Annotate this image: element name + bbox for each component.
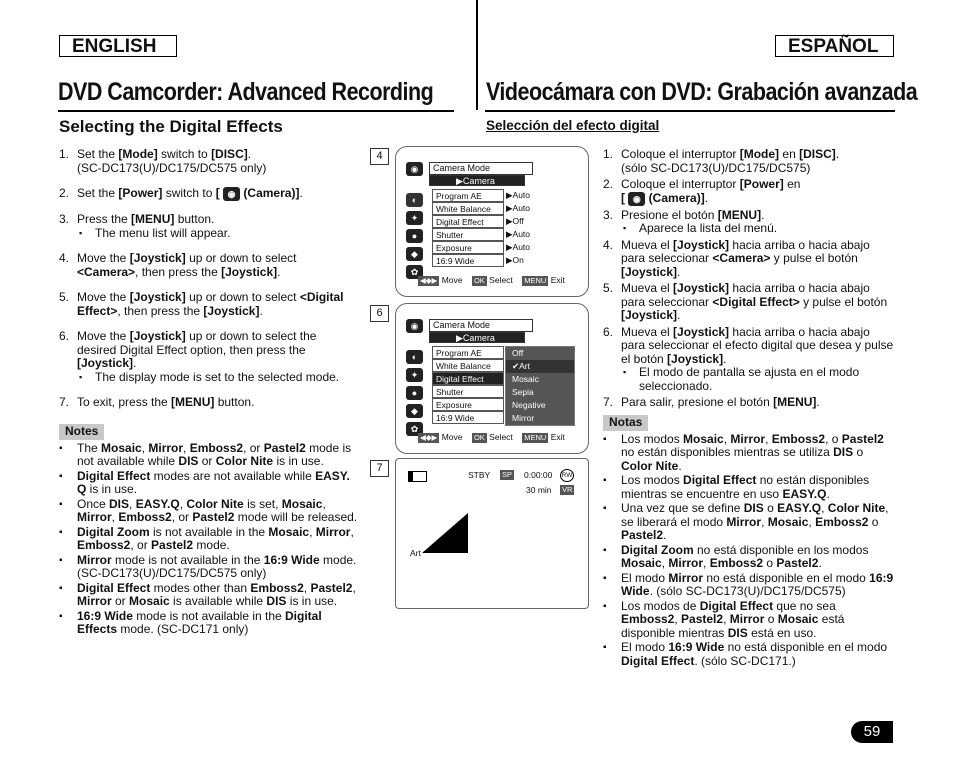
language-label-english: ENGLISH: [59, 35, 177, 57]
menu-badge: MENU: [524, 433, 547, 442]
es-step-7: [603, 396, 895, 410]
step-number: 2.: [59, 186, 70, 200]
effect-option[interactable]: ✔Art: [506, 360, 574, 373]
move-label: Move: [441, 432, 463, 442]
step-number: 5.: [59, 290, 70, 304]
menu-item-exposure[interactable]: Exposure: [432, 241, 504, 254]
lcd-screen-7: [395, 458, 589, 609]
effect-option[interactable]: Sepia: [506, 386, 574, 399]
effect-option[interactable]: Off: [506, 347, 574, 360]
menu-item-16-9-wide[interactable]: 16:9 Wide: [432, 254, 504, 267]
step-number: 1.: [59, 147, 70, 161]
menu-value: ▶Auto: [506, 242, 531, 252]
menu-footer-6: [418, 432, 565, 443]
en-note-2: ▪ Digital Effect modes are not available while EASY. Q is in use.: [59, 470, 359, 497]
menu-value: ▶Auto: [506, 229, 531, 239]
step-text: Set the [Mode] switch to [DISC]. (SC-DC173(U)/DC175/DC575 only): [77, 147, 267, 175]
step-text: Move the [Joystick] up or down to select <Camera>, then press the [Joystick].: [77, 251, 297, 279]
step-number: 3.: [603, 207, 614, 222]
camera-icon: ◉: [223, 187, 240, 201]
menu-value: ▶Auto: [506, 190, 531, 200]
es-step-4: [603, 239, 895, 280]
move-label: Move: [441, 275, 463, 285]
en-step-6: [59, 330, 359, 384]
notes-label-en: Notes: [59, 424, 104, 440]
effect-preview-triangle: [418, 513, 468, 563]
menu-item-shutter[interactable]: Shutter: [432, 228, 504, 241]
notes-es: [603, 415, 895, 668]
step-number: 1.: [603, 147, 614, 161]
step-subnote: ▪ The display mode is set to the selected mode.: [77, 371, 359, 385]
en-step-2: [59, 187, 359, 201]
step-number: 6.: [603, 324, 614, 339]
step-number: 6.: [59, 329, 70, 343]
es-step-2: [603, 178, 895, 206]
effect-option[interactable]: Mirror: [506, 412, 574, 425]
steps-list-en: [59, 148, 359, 410]
digital-effect-icon: ●: [406, 229, 423, 243]
menu-badge: MENU: [524, 276, 547, 285]
column-divider-top: [476, 0, 478, 110]
en-note-5: ▪ Mirror mode is not available in the 16:9 Wide mode. (SC-DC173(U)/DC175/DC575 only): [59, 554, 359, 581]
page-title-es: Videocámara con DVD: Grabación avanzada: [486, 78, 918, 106]
en-note-1: ▪ The Mosaic, Mirror, Emboss2, or Pastel2 mode is not available while DIS or Color Nite is in use.: [59, 442, 359, 469]
en-step-1: [59, 148, 359, 175]
step-number: 7.: [59, 395, 70, 409]
menu-item-program-ae[interactable]: Program AE: [432, 189, 504, 202]
time-counter: 0:00:00: [524, 470, 553, 480]
es-note-5: ▪ El modo Mirror no está disponible en el modo 16:9 Wide. (sólo SC-DC173(U)/DC175/DC575): [603, 572, 895, 599]
menu-item-exposure[interactable]: Exposure: [432, 398, 504, 411]
menu-item-digital-effect[interactable]: Digital Effect: [432, 372, 504, 385]
step-text: To exit, press the [MENU] button.: [77, 395, 255, 409]
step-subnote: ▪ El modo de pantalla se ajusta en el modo seleccionado.: [621, 366, 895, 393]
menu-item-program-ae[interactable]: Program AE: [432, 346, 504, 359]
camera-mode-icon: ◉: [406, 319, 423, 333]
menu-title: Camera Mode: [429, 319, 533, 332]
step-text: Move the [Joystick] up or down to select <Digital Effect>, then press the [Joystick].: [77, 290, 344, 318]
step-text: Presione el botón [MENU].: [621, 207, 765, 222]
menu-rows-6: [432, 346, 504, 424]
lcd-screen-4: [395, 146, 589, 297]
white-balance-icon: ✦: [406, 211, 423, 225]
step-number: 7.: [603, 395, 614, 409]
step-text: Move the [Joystick] up or down to select the desired Digital Effect option, then press the [Joystick].: [77, 329, 317, 370]
step-text: Para salir, presione el botón [MENU].: [621, 395, 820, 409]
es-step-3: [603, 209, 895, 236]
program-ae-icon: ◐: [406, 193, 423, 207]
disc-rw-icon: RW: [560, 469, 574, 482]
step-subnote: ▪ Aparece la lista del menú.: [621, 222, 895, 236]
camera-mode-icon: ◉: [406, 162, 423, 176]
menu-header: ▶Camera: [429, 332, 525, 343]
menu-value: ▶On: [506, 255, 524, 265]
en-step-4: [59, 252, 359, 279]
menu-item-white-balance[interactable]: White Balance: [432, 359, 504, 372]
step-text: Press the [MENU] button.: [77, 212, 215, 226]
exit-label: Exit: [550, 432, 565, 442]
step-text: Mueva el [Joystick] hacia arriba o hacia abajo para seleccionar el efecto digital que desea y pulse el botón [Joystick].: [621, 324, 894, 366]
step-text: Mueva el [Joystick] hacia arriba o hacia abajo para seleccionar <Digital Effect> y pulse el botón [Joystick].: [621, 281, 888, 322]
program-ae-icon: ◐: [406, 350, 423, 364]
step-text: Coloque el interruptor [Mode] en [DISC]. (sólo SC-DC173(U)/DC175/DC575): [621, 147, 840, 175]
exit-label: Exit: [550, 275, 565, 285]
menu-value: ▶Off: [506, 216, 524, 226]
title-rule-en: [58, 110, 454, 112]
effect-options: [505, 346, 575, 426]
step-number: 5.: [603, 281, 614, 295]
select-label: Select: [489, 432, 513, 442]
menu-item-digital-effect[interactable]: Digital Effect: [432, 215, 504, 228]
es-note-6: ▪ Los modos de Digital Effect que no sea Emboss2, Pastel2, Mirror o Mosaic está disponible mientras DIS está en uso.: [603, 600, 895, 641]
es-note-3: ▪ Una vez que se define DIS o EASY.Q, Color Nite, se liberará el modo Mirror, Mosaic, Emboss2 o Pastel2.: [603, 502, 895, 543]
figure-tag-7: 7: [370, 460, 389, 477]
en-note-3: ▪ Once DIS, EASY.Q, Color Nite is set, Mosaic, Mirror, Emboss2, or Pastel2 mode will be released.: [59, 498, 359, 525]
standby-status: STBY: [468, 470, 491, 480]
figure-tag-4: 4: [370, 148, 389, 165]
effect-label: Art: [410, 548, 421, 558]
menu-rows-4: [432, 189, 504, 267]
steps-list-es: [603, 148, 895, 410]
exposure-icon: ✿: [406, 265, 423, 279]
es-step-5: [603, 282, 895, 323]
page-title-en: DVD Camcorder: Advanced Recording: [58, 78, 434, 106]
move-icon: ◀◆▶: [420, 276, 438, 285]
menu-header: ▶Camera: [429, 175, 525, 186]
move-icon: ◀◆▶: [420, 433, 438, 442]
language-label-spanish: ESPAÑOL: [775, 35, 894, 57]
exposure-icon: ✿: [406, 422, 423, 436]
en-step-3: [59, 213, 359, 240]
step-text: Mueva el [Joystick] hacia arriba o hacia abajo para seleccionar <Camera> y pulse el botón [Joystick].: [621, 237, 870, 279]
ok-badge: OK: [473, 276, 485, 285]
es-note-4: ▪ Digital Zoom no está disponible en los modos Mosaic, Mirror, Emboss2 o Pastel2.: [603, 544, 895, 571]
ok-badge: OK: [473, 433, 485, 442]
remaining-time: 30 min: [526, 485, 552, 495]
page-number: 59: [851, 721, 893, 743]
menu-item-shutter[interactable]: Shutter: [432, 385, 504, 398]
en-note-7: ▪ 16:9 Wide mode is not available in the Digital Effects mode. (SC-DC171 only): [59, 610, 359, 637]
sp-badge: SP: [502, 470, 513, 479]
menu-value: ▶Auto: [506, 203, 531, 213]
menu-values-4: [506, 189, 566, 267]
en-note-6: ▪ Digital Effect modes other than Emboss2, Pastel2, Mirror or Mosaic is available while DIS is in use.: [59, 582, 359, 609]
select-label: Select: [489, 275, 513, 285]
es-note-7: ▪ El modo 16:9 Wide no está disponible en el modo Digital Effect. (sólo SC-DC171.): [603, 641, 895, 668]
figure-tag-6: 6: [370, 305, 389, 322]
step-subnote: ▪ The menu list will appear.: [77, 227, 359, 241]
en-step-5: [59, 291, 359, 318]
shutter-icon: ◆: [406, 247, 423, 261]
effect-option[interactable]: Mosaic: [506, 373, 574, 386]
step-number: 4.: [603, 237, 614, 252]
title-rule-es: [485, 110, 895, 112]
battery-icon: [408, 471, 427, 482]
notes-label-es: Notas: [603, 415, 648, 431]
menu-item-16-9-wide[interactable]: 16:9 Wide: [432, 411, 504, 424]
en-step-7: [59, 396, 359, 410]
menu-item-white-balance[interactable]: White Balance: [432, 202, 504, 215]
notes-en: [59, 424, 359, 637]
en-note-4: ▪ Digital Zoom is not available in the Mosaic, Mirror, Emboss2, or Pastel2 mode.: [59, 526, 359, 553]
digital-effect-icon: ●: [406, 386, 423, 400]
lcd-screen-6: [395, 303, 589, 454]
menu-title: Camera Mode: [429, 162, 533, 175]
white-balance-icon: ✦: [406, 368, 423, 382]
shutter-icon: ◆: [406, 404, 423, 418]
es-note-1: ▪ Los modos Mosaic, Mirror, Emboss2, o Pastel2 no están disponibles mientras se utiliza DIS o Color Nite.: [603, 433, 895, 474]
step-number: 3.: [59, 212, 70, 226]
step-text: Coloque el interruptor [Power] en [ ◉ (Camera)].: [621, 177, 801, 205]
es-note-2: ▪ Los modos Digital Effect no están disponibles mientras se encuentre en uso EASY.Q.: [603, 474, 895, 501]
step-number: 2.: [603, 177, 614, 191]
vr-badge: VR: [562, 485, 573, 494]
es-step-1: [603, 148, 895, 175]
section-heading-es: Selección del efecto digital: [486, 118, 660, 133]
effect-option[interactable]: Negative: [506, 399, 574, 412]
step-text: Set the [Power] switch to [ ◉ (Camera)].: [77, 186, 303, 200]
menu-footer-4: [418, 275, 565, 286]
step-number: 4.: [59, 251, 70, 265]
section-heading-en: Selecting the Digital Effects: [59, 117, 283, 136]
es-step-6: [603, 326, 895, 394]
